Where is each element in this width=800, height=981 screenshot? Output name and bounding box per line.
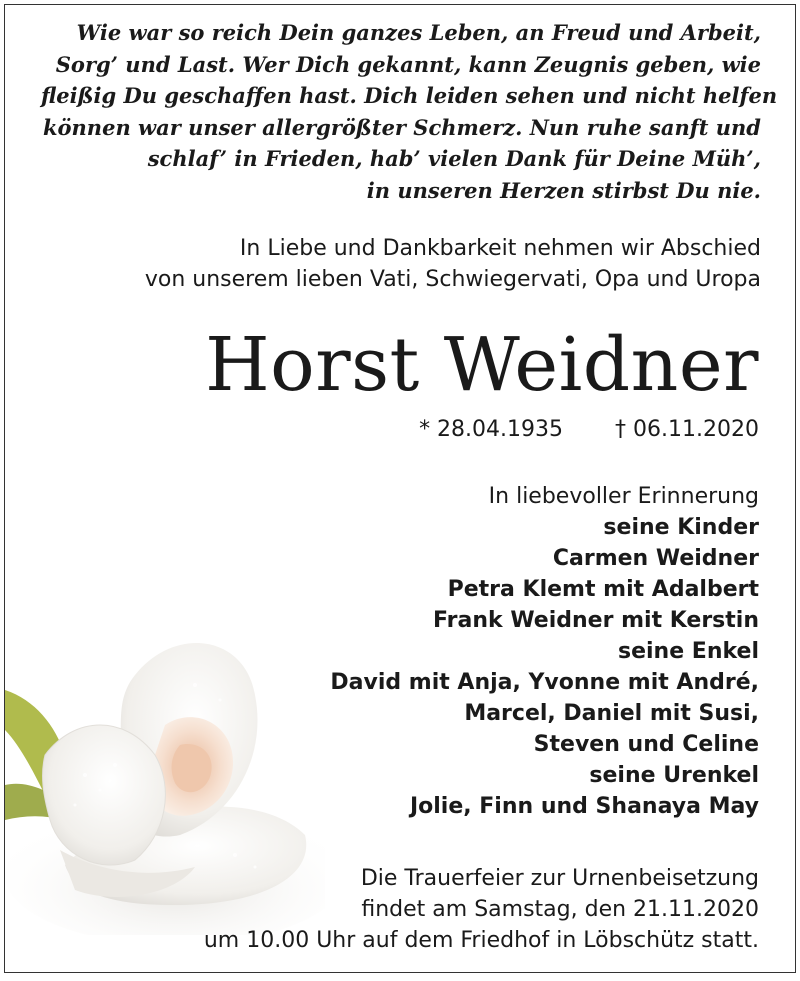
birth-date: * 28.04.1935: [419, 417, 564, 442]
service-line: Die Trauerfeier zur Urnenbeisetzung: [360, 866, 759, 891]
poem-line: können war unser allergrößter Schmerz. Nun ruhe sanft und: [42, 114, 761, 140]
poem-line: schlaf’ in Frieden, hab’ vielen Dank für Deine Müh’,: [147, 146, 761, 171]
memorial-poem: [41, 17, 778, 206]
mourner-entry: Petra Klemt mit Adalbert: [447, 577, 759, 602]
funeral-service-info: [119, 863, 759, 956]
poem-line: fleißig Du geschaffen hast. Dich leiden sehen und nicht helfen: [41, 83, 778, 108]
service-line: findet am Samstag, den 21.11.2020: [361, 897, 759, 922]
mourner-group-heading: seine Kinder: [603, 515, 759, 540]
mourner-entry: Steven und Celine: [533, 732, 759, 757]
farewell-intro: [41, 233, 761, 295]
intro-line: In Liebe und Dankbarkeit nehmen wir Abschied: [239, 236, 761, 261]
mourners-list: [239, 481, 759, 822]
mourner-group-heading: seine Urenkel: [589, 763, 759, 788]
deceased-name: Horst Weidner: [205, 322, 759, 408]
mourner-entry: Jolie, Finn und Shanaya May: [409, 794, 759, 819]
poem-line: Wie war so reich Dein ganzes Leben, an Freud und Arbeit,: [76, 20, 761, 45]
mourner-entry: Frank Weidner mit Kerstin: [433, 608, 759, 633]
poem-line: Sorg’ und Last. Wer Dich gekannt, kann Zeugnis geben, wie: [55, 51, 761, 77]
mourner-group-heading: seine Enkel: [618, 639, 759, 664]
obituary-notice: [4, 4, 796, 973]
mourner-entry: Carmen Weidner: [552, 546, 759, 571]
mourner-entry: Marcel, Daniel mit Susi,: [464, 701, 759, 726]
poem-line: in unseren Herzen stirbst Du nie.: [366, 177, 761, 203]
life-dates: [419, 415, 759, 445]
service-line: um 10.00 Uhr auf dem Friedhof in Löbschütz statt.: [203, 928, 759, 953]
remembrance-line: In liebevoller Erinnerung: [488, 484, 759, 509]
mourner-entry: David mit Anja, Yvonne mit André,: [330, 670, 759, 695]
death-date: † 06.11.2020: [615, 417, 759, 442]
intro-line: von unserem lieben Vati, Schwiegervati, Opa und Uropa: [144, 267, 761, 292]
